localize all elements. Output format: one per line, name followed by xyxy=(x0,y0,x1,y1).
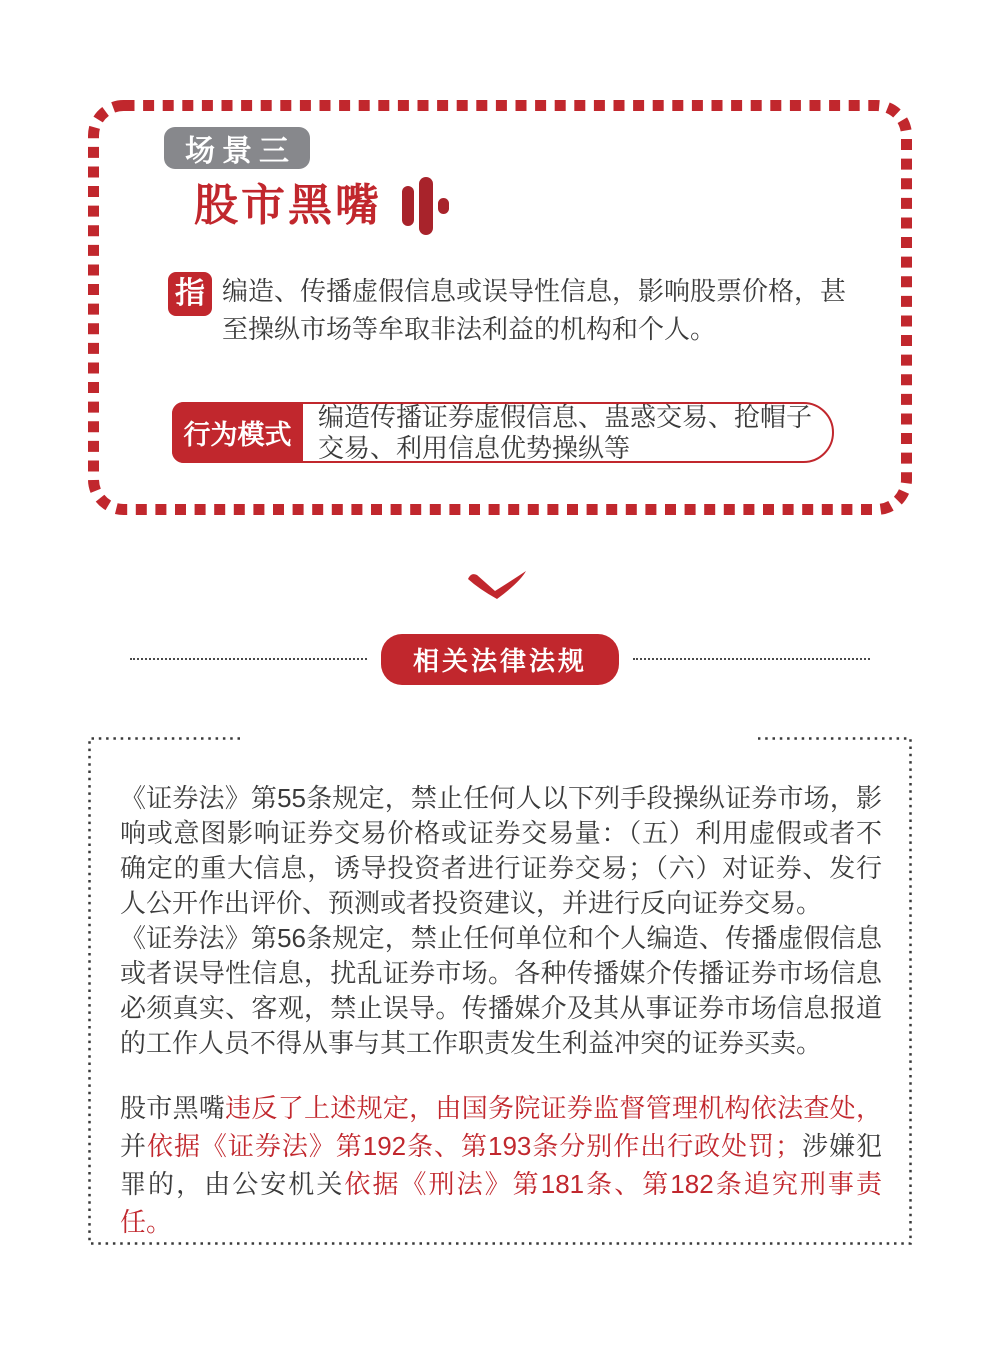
divider-dotted-line-left xyxy=(130,658,367,660)
conclusion-segment: 违反了上述规定，由国务院证券监督管理机构依法查处， xyxy=(225,1093,882,1123)
conclusion-segment: 涉嫌犯罪的，由公安机关 xyxy=(120,1131,882,1199)
scene-title-row xyxy=(194,176,449,236)
divider-dotted-line-right xyxy=(633,658,870,660)
definition-text: 编造、传播虚假信息或误导性信息，影响股票价格，甚至操纵市场等牟取非法利益的机构和个人。 xyxy=(222,276,847,344)
conclusion-segment: 并 xyxy=(120,1131,147,1161)
conclusion-segment: 依据《证券法》第192条、第193条分别作出行政处罚； xyxy=(146,1131,802,1161)
definition-block xyxy=(168,272,846,348)
definition-marker-badge: 指 xyxy=(168,272,212,316)
behavior-pattern-label: 行为模式 xyxy=(172,402,303,463)
law-card xyxy=(88,737,912,1245)
conclusion-segment: 股市黑嘴 xyxy=(120,1093,226,1123)
chevron-down-icon xyxy=(466,570,528,600)
law-paragraph-55: 《证券法》第55条规定，禁止任何人以下列手段操纵证券市场，影响或意图影响证券交易价格或证券交易量：（五）利用虚假或者不确定的重大信息，诱导投资者进行证券交易；（六）对证券、发行人公开作出评价、预测或者投资建议，并进行反向证券交易。 xyxy=(120,783,882,918)
section-divider xyxy=(0,638,1000,680)
section-heading-badge: 相关法律法规 xyxy=(381,634,619,685)
behavior-pattern-row xyxy=(172,402,834,463)
law-paragraph-56: 《证券法》第56条规定，禁止任何单位和个人编造、传播虚假信息或者误导性信息，扰乱证券市场。各种传播媒介传播证券市场信息必须真实、客观，禁止误导。传播媒介及其从事证券市场信息报道的工作人员不得从事与其工作职责发生利益冲突的证券买卖。 xyxy=(120,923,882,1058)
law-text-block xyxy=(120,781,882,1241)
scene-card xyxy=(88,100,912,515)
conclusion-segment: 依据《刑法》第181条、第182条追究刑事责任。 xyxy=(120,1169,882,1237)
scene-number-badge: 场景三 xyxy=(164,127,310,169)
page-title: 股市黑嘴 xyxy=(194,180,382,230)
conclusion-paragraph xyxy=(120,1089,882,1241)
behavior-pattern-text-value: 编造传播证券虚假信息、蛊惑交易、抢帽子交易、利用信息优势操纵等 xyxy=(318,401,813,463)
soundwave-icon xyxy=(402,176,449,236)
behavior-pattern-text xyxy=(318,402,820,463)
